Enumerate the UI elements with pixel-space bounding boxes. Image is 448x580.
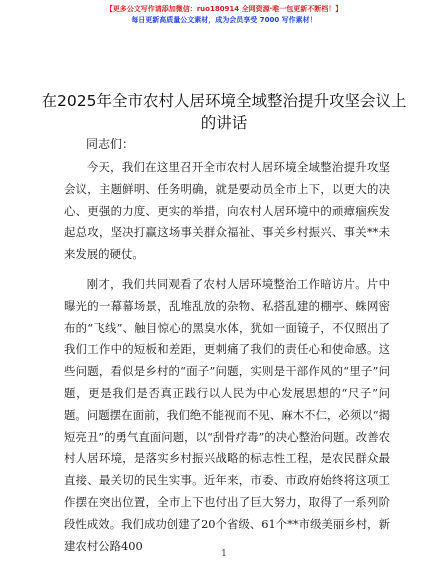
document-body <box>64 157 390 565</box>
document-title: 在2025年全市农村人居环境全域整治提升攻坚会议上的讲话 <box>41 92 407 132</box>
paragraph-1: 今天，我们在这里召开全市农村人居环境全域整治提升攻坚会议，主题鲜明、任务明确，就是要动员全市上下，以更大的决心、更强的力度、更实的举措，向农村人居环境中的顽瘴痼疾发起总攻，坚决打赢这场事关群众福祉、事关乡村振兴、事关**未来发展的硬仗。 <box>64 160 390 262</box>
promo-banner-line-2: 每日更新高质量公文素材，成为会员享受 7000 写作素材！ <box>131 16 317 24</box>
paragraph-2: 刚才，我们共同观看了农村人居环境整治工作暗访片。片中曝光的一幕幕场景，乱堆乱放的杂物、私搭乱建的棚亭、蛛网密布的“飞线”、触目惊心的黑臭水体，犹如一面镜子，不仅照出了我们工作中的短板和差距，更刺痛了我们的责任心和使命感。这些问题，看似是乡村的“面子”问题，实则是干部作风的“里子”问题，更是我们是否真正践行以人民为中心发展思想的“尺子”问题。问题摆在面前，我们绝不能视而不见、麻木不仁，必须以“揭短亮丑”的勇气直面问题，以“刮骨疗毒”的决心整治问题。改善农村人居环境，是落实乡村振兴战略的标志性工程，是农民群众最直接、最关切的民生实事。近年来，市委、市政府始终将这项工作摆在突出位置，全市上下也付出了巨大努力，取得了一系列阶段性成效。我们成功创建了20个省级、61个**市级美丽乡村，新建农村公路400 <box>64 276 390 553</box>
promo-banner-line-1: 【更多公文写作请添加微信：ruo180914 全网资源·唯一包更新不断档！】 <box>105 5 343 13</box>
page-number: 1 <box>221 549 227 559</box>
salutation: 同志们： <box>86 137 135 151</box>
promo-banner <box>0 4 448 26</box>
